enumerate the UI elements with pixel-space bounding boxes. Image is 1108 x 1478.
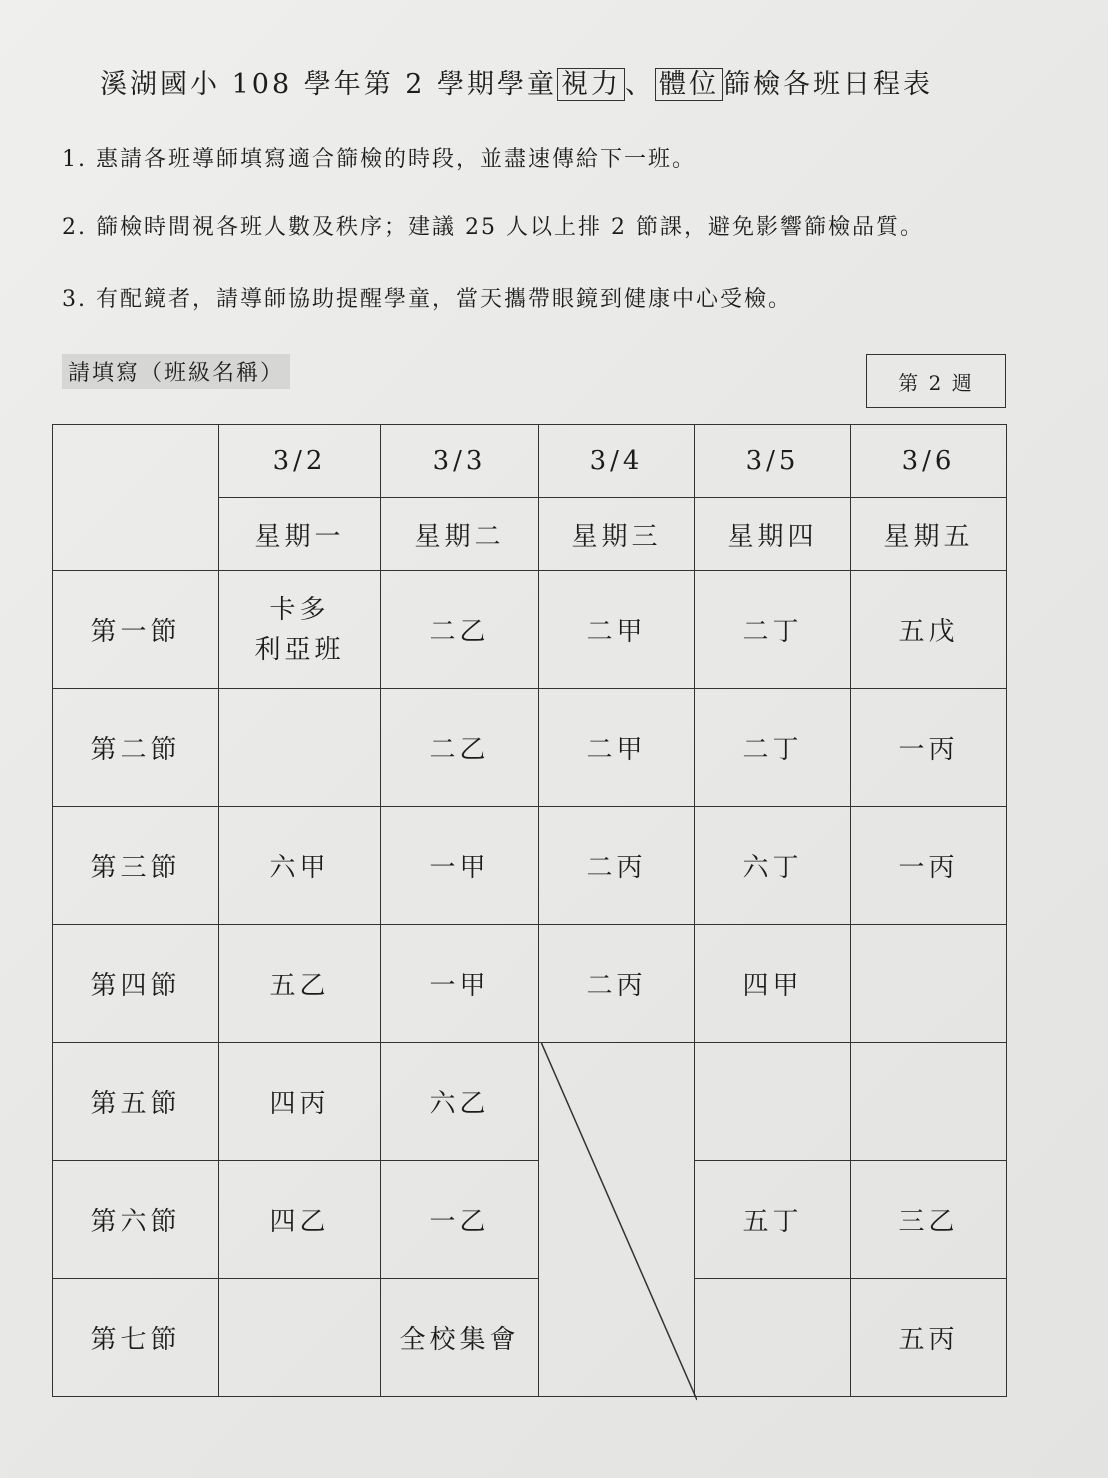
class-cell [851, 925, 1007, 1043]
period-label: 第七節 [53, 1279, 219, 1397]
date-cell: 3/4 [539, 425, 695, 498]
class-cell: 一丙 [851, 807, 1007, 925]
weekday-cell: 星期一 [219, 498, 381, 571]
class-cell: 二甲 [539, 571, 695, 689]
title-body-box: 體位 [655, 68, 723, 101]
class-cell [695, 1043, 851, 1161]
period-label: 第四節 [53, 925, 219, 1043]
class-cell: 二乙 [381, 689, 539, 807]
class-cell: 五戊 [851, 571, 1007, 689]
period-row [53, 807, 1007, 925]
class-cell: 二乙 [381, 571, 539, 689]
date-cell: 3/5 [695, 425, 851, 498]
crossed-out-cell [539, 1043, 695, 1397]
class-cell: 四甲 [695, 925, 851, 1043]
note-2: 2. 篩檢時間視各班人數及秩序；建議 25 人以上排 2 節課，避免影響篩檢品質。 [62, 215, 924, 240]
class-cell [851, 1043, 1007, 1161]
date-cell: 3/6 [851, 425, 1007, 498]
class-cell-multiline: 卡多 利亞班 [219, 571, 381, 689]
title-prefix: 溪湖國小 108 學年第 2 學期學童 [100, 69, 558, 100]
period-label: 第一節 [53, 571, 219, 689]
class-cell: 一甲 [381, 807, 539, 925]
class-cell: 五乙 [219, 925, 381, 1043]
document-title [100, 62, 1000, 101]
class-cell: 五丙 [851, 1279, 1007, 1397]
class-cell: 六甲 [219, 807, 381, 925]
title-sep: 、 [625, 69, 656, 100]
class-cell: 二丁 [695, 571, 851, 689]
period-row [53, 1161, 1007, 1279]
class-cell [219, 1279, 381, 1397]
class-cell [219, 689, 381, 807]
date-cell: 3/3 [381, 425, 539, 498]
weekday-cell: 星期五 [851, 498, 1007, 571]
class-cell: 六乙 [381, 1043, 539, 1161]
weekday-cell: 星期二 [381, 498, 539, 571]
period-label: 第六節 [53, 1161, 219, 1279]
period-label: 第三節 [53, 807, 219, 925]
weekday-cell: 星期四 [695, 498, 851, 571]
class-cell: 二丙 [539, 925, 695, 1043]
class-cell: 五丁 [695, 1161, 851, 1279]
period-label: 第二節 [53, 689, 219, 807]
period-row [53, 571, 1007, 689]
class-cell: 全校集會 [381, 1279, 539, 1397]
class-cell [695, 1279, 851, 1397]
date-cell: 3/2 [219, 425, 381, 498]
class-cell: 一丙 [851, 689, 1007, 807]
period-label: 第五節 [53, 1043, 219, 1161]
class-cell: 六丁 [695, 807, 851, 925]
period-row [53, 1279, 1007, 1397]
class-cell: 四丙 [219, 1043, 381, 1161]
class-cell: 一乙 [381, 1161, 539, 1279]
class-cell: 一甲 [381, 925, 539, 1043]
title-suffix: 篩檢各班日程表 [723, 69, 934, 100]
class-cell: 二丙 [539, 807, 695, 925]
class-cell: 三乙 [851, 1161, 1007, 1279]
schedule-table [52, 424, 1007, 1397]
weekday-cell: 星期三 [539, 498, 695, 571]
corner-cell [53, 425, 219, 571]
class-cell: 二丁 [695, 689, 851, 807]
period-row [53, 1043, 1007, 1161]
class-cell: 四乙 [219, 1161, 381, 1279]
title-vision-box: 視力 [557, 68, 625, 101]
note-1: 1. 惠請各班導師填寫適合篩檢的時段，並盡速傳給下一班。 [62, 147, 696, 172]
class-cell: 二甲 [539, 689, 695, 807]
note-3: 3. 有配鏡者，請導師協助提醒學童，當天攜帶眼鏡到健康中心受檢。 [62, 287, 792, 312]
week-label: 第 2 週 [866, 354, 1006, 408]
period-row [53, 689, 1007, 807]
date-row [53, 425, 1007, 498]
fill-in-label: 請填寫（班級名稱） [62, 354, 290, 389]
period-row [53, 925, 1007, 1043]
